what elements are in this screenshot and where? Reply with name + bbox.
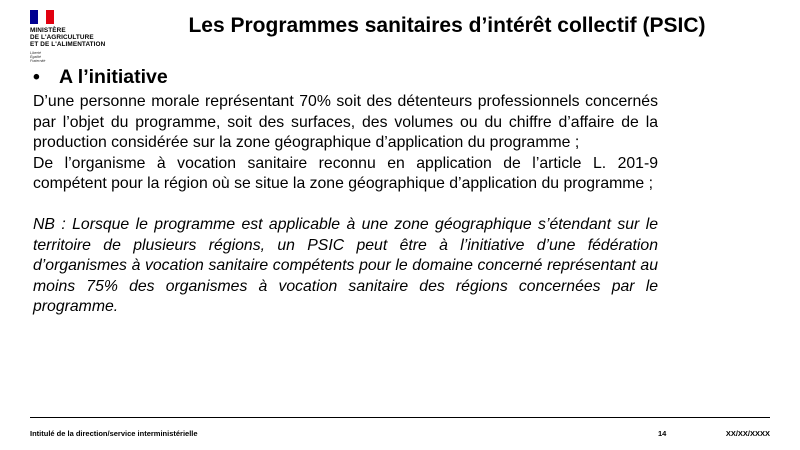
republic-motto: [30, 51, 110, 64]
footer-page-number: 14: [658, 429, 667, 438]
motto-line-3: Fraternité: [30, 59, 46, 64]
motto-line-1: Liberté: [30, 51, 41, 55]
ministry-name-line-3: ET DE L'ALIMENTATION: [30, 41, 106, 48]
ministry-name-line-2: DE L'AGRICULTURE: [30, 34, 94, 41]
body-paragraph-1: D’une personne morale représentant 70% soit des détenteurs professionnels concernés par l’objet du programme, soit des surfaces, des volumes ou du chiffre d’affaire de la production considérée sur la zone géographique d’application du programme ;: [33, 93, 658, 151]
body-paragraph-2: De l’organisme à vocation sanitaire reconnu en application de l’article L. 201-9 compétent pour la région où se situe la zone géographique d’application du programme ;: [33, 154, 658, 192]
footer-divider: [30, 417, 770, 418]
note-paragraph: NB : Lorsque le programme est applicable à une zone géographique s’étendant sur le territoire de plusieurs régions, un PSIC peut être à l’initiative d’une fédération d’organismes à vocation sanitaire compétents pour le domaine concerné représentant au moins 75% des organismes à vocation sanitaire des régions concernées par le programme.: [33, 216, 658, 315]
motto-line-2: Égalité: [30, 55, 41, 60]
bullet-icon: •: [33, 66, 40, 88]
section-heading-text: A l’initiative: [59, 66, 168, 88]
footer-date: XX/XX/XXXX: [725, 429, 770, 438]
footer-service-name: Intitulé de la direction/service interministérielle: [30, 429, 198, 438]
section-body: [33, 92, 658, 318]
section-heading: [33, 66, 168, 89]
ministry-name-line-1: MINISTÈRE: [30, 27, 66, 34]
slide-title: Les Programmes sanitaires d’intérêt collectif (PSIC): [188, 14, 706, 37]
